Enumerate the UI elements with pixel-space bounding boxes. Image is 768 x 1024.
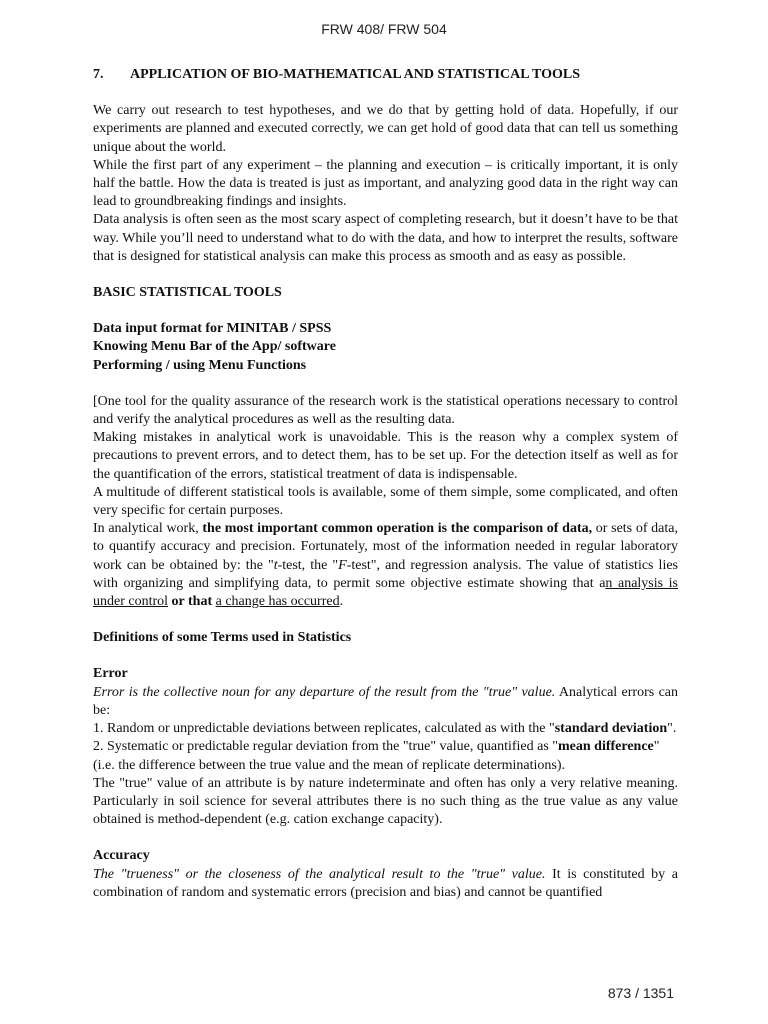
qa-paragraph: Making mistakes in analytical work is unavoidable. This is the reason why a complex system of precautions to prevent errors, and to detect them, has to be set up. For the detection itself as well as for the quantification of the errors, statistical treatment of data is indispensable. [93,430,678,482]
t-symbol: t [273,557,278,573]
intro-paragraph: While the first part of any experiment – the planning and execution – is critically important, it is only half the battle. How the data is treated is just as important, and analyzing good data in the right way can lead to groundbreaking findings and insights. [93,157,678,210]
basic-tools-heading: BASIC STATISTICAL TOOLS [93,285,282,301]
emphasis-text: or that [171,594,213,610]
tool-item: Knowing Menu Bar of the App/ software [93,339,336,355]
emphasis-text: standard deviation [554,721,668,737]
intro-paragraph: We carry out research to test hypotheses, and we do that by getting hold of data. Hopefully, if our experiments are planned and executed correctly, we can get hold of good data that can tell us something unique about the world. [93,103,678,155]
qa-paragraph [93,520,678,611]
text-run: In analytical work, [93,521,203,537]
text-run: 2. Systematic or predictable regular deviation from the "true" value, quantified as " [93,739,558,755]
definition-italic: Error is the collective noun for any departure of the result from the "true" value. [93,684,556,700]
tool-item: Data input format for MINITAB / SPSS [93,321,332,337]
emphasis-text: the most important common operation is the comparison of data, [202,521,593,537]
page-header: FRW 408/ FRW 504 [321,21,447,37]
f-symbol: F [338,557,347,573]
text-run: " (i.e. the difference between the true value and the mean of replicate determinations). [93,739,660,773]
term-error: Error [93,666,128,682]
definitions-heading: Definitions of some Terms used in Statistics [93,630,352,646]
emphasis-text: mean difference [558,739,654,755]
error-item [93,738,678,774]
text-run: or sets of data, to quantify accuracy and precision. Fortunately, most of the information needed in regular laboratory work can be obtained by: the " [93,521,678,573]
underlined-text: n analysis is under control [93,575,678,610]
text-run: It is constituted by a combination of random and systematic errors (precision and bias) and cannot be quantified [93,866,678,900]
error-definition [93,684,678,720]
definition-italic: The "trueness" or the closeness of the analytical result to the "true" value. [93,866,546,882]
page-indicator: 873 / 1351 [607,985,674,1001]
qa-paragraph: [One tool for the quality assurance of the research work is the statistical operations necessary to control and verify the analytical procedures as well as the resulting data. [93,393,678,428]
text-run: -test", and regression analysis. The value of statistics lies with organizing and simplifying data, to permit some objective estimate showing that a [93,557,678,591]
accuracy-definition [93,866,678,902]
qa-paragraph: A multitude of different statistical tools is available, some of them simple, some complicated, and often very specific for certain purposes. [93,484,678,519]
section-heading [93,66,678,84]
text-run: ". [667,721,677,737]
text-run: 1. Random or unpredictable deviations between replicates, calculated as with the " [93,721,555,737]
underlined-text: a change has occurred [215,594,340,610]
section-title: APPLICATION OF BIO-MATHEMATICAL AND STATISTICAL TOOLS [130,67,581,82]
section-number: 7. [93,67,104,82]
intro-paragraph: Data analysis is often seen as the most scary aspect of completing research, but it doesn’t have to be that way. While you’ll need to understand what to do with the data, and how to interpret the results, software that is designed for statistical analysis can make this process as smooth and as easy as possible. [93,212,678,264]
error-item [93,720,678,738]
text-run: -test, the " [277,557,339,573]
term-accuracy: Accuracy [93,848,150,864]
document-body [93,66,678,902]
text-run: Analytical errors can be: [93,684,678,718]
error-note: The "true" value of an attribute is by nature indeterminate and often has only a very relative meaning. Particularly in soil science for several attributes there is no such thing as the true value as any value obtained is method-dependent (e.g. cation exchange capacity). [93,775,678,828]
tool-item: Performing / using Menu Functions [93,357,307,373]
text-run: . [339,594,344,610]
